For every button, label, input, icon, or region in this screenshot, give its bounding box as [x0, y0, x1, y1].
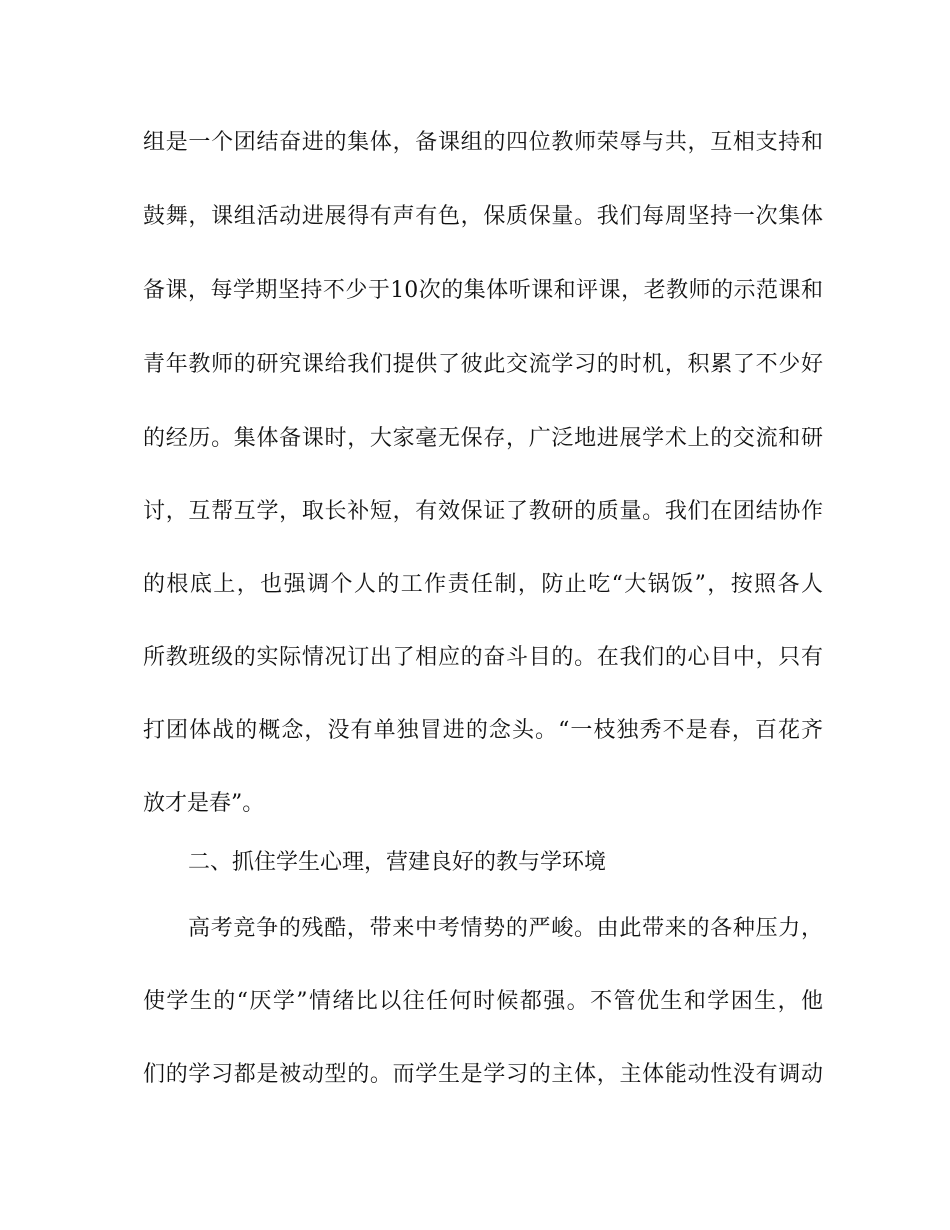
paragraph-line-4: 青年教师的研究课给我们提供了彼此交流学习的时机，积累了不少好: [143, 352, 823, 377]
paragraph-line-13: 们的学习都是被动型的。而学生是学习的主体，主体能动性没有调动: [143, 1062, 823, 1087]
section-heading: 二、抓住学生心理，营建良好的教与学环境: [188, 850, 607, 875]
paragraph-line-1: 组是一个团结奋进的集体，备课组的四位教师荣辱与共，互相支持和: [143, 130, 823, 155]
paragraph-line-2: 鼓舞，课组活动进展得有声有色，保质保量。我们每周坚持一次集体: [143, 204, 823, 229]
paragraph-line-3: 备课，每学期坚持不少于10次的集体听课和评课，老教师的示范课和: [143, 278, 823, 303]
paragraph-line-12: 使学生的“厌学”情绪比以往任何时候都强。不管优生和学困生，他: [143, 989, 823, 1014]
paragraph-line-8: 所教班级的实际情况订出了相应的奋斗目的。在我们的心目中，只有: [143, 645, 823, 670]
paragraph-line-7: 的根底上，也强调个人的工作责任制，防止吃“大锅饭”，按照各人: [143, 572, 823, 597]
paragraph-line-5: 的经历。集体备课时，大家毫无保存，广泛地进展学术上的交流和研: [143, 426, 823, 451]
paragraph-line-9: 打团体战的概念，没有单独冒进的念头。“一枝独秀不是春，百花齐: [143, 718, 823, 743]
paragraph-line-6: 讨，互帮互学，取长补短，有效保证了教研的质量。我们在团结协作: [143, 499, 823, 524]
paragraph-line-10: 放才是春”。: [143, 791, 265, 816]
paragraph-line-11: 高考竞争的残酷，带来中考情势的严峻。由此带来的各种压力，: [188, 916, 823, 941]
